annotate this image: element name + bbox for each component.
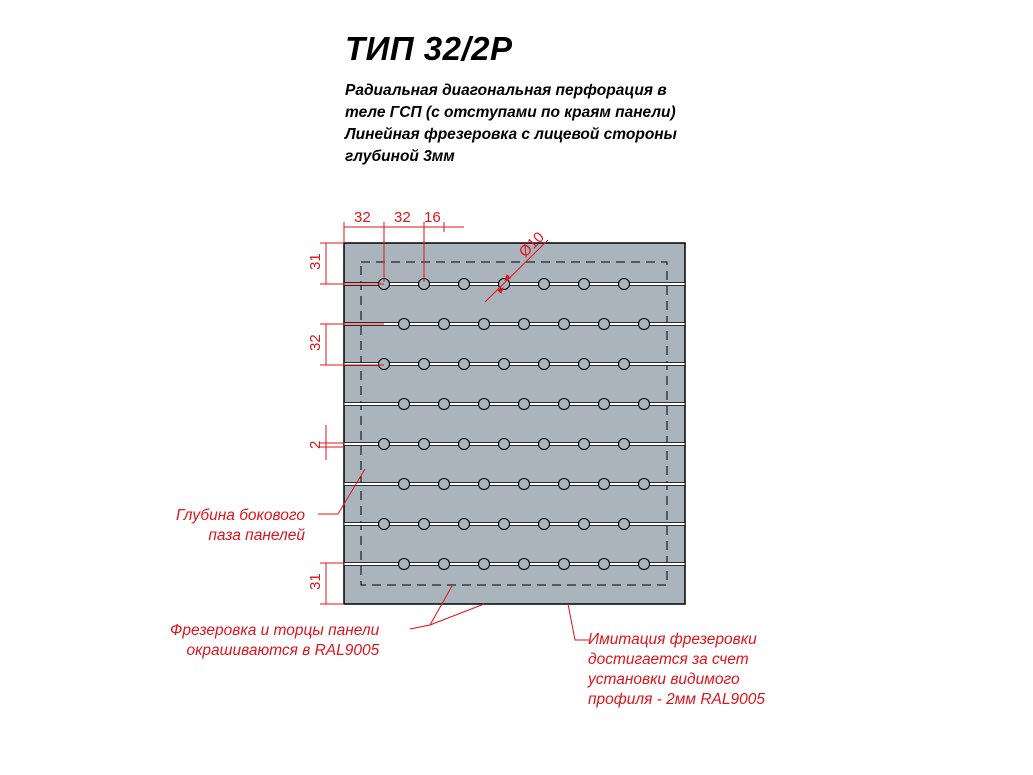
perforation-hole [539,439,550,450]
perforation-hole [459,279,470,290]
description-line: Линейная фрезеровка с лицевой стороны [345,126,677,143]
note-line: профиля - 2мм RAL9005 [588,691,765,708]
side-groove-note [176,506,305,546]
milling-groove [344,283,685,286]
perforation-hole [459,359,470,370]
perforation-hole [499,359,510,370]
perforation-hole [539,279,550,290]
perforation-hole [419,519,430,530]
perforation-hole [419,359,430,370]
perforation-hole [439,479,450,490]
description-line: теле ГСП (с отступами по краям панели) [345,104,676,121]
perforation-hole [399,319,410,330]
perforation-hole [439,319,450,330]
note-line: достигается за счет [588,651,749,668]
perforation-hole [479,479,490,490]
perforation-hole [519,559,530,570]
perforation-hole [539,359,550,370]
perforation-hole [439,399,450,410]
perforation-hole [579,359,590,370]
milling-groove [344,483,685,486]
milling-groove [344,363,685,366]
perforation-hole [639,319,650,330]
panel-body [344,243,685,604]
perforation-hole [399,559,410,570]
perforation-hole [619,519,630,530]
note-line: паза панелей [208,527,305,544]
dimension-label: 32 [394,209,411,226]
perforation-hole [519,399,530,410]
perforation-hole [599,399,610,410]
milling-groove [344,323,685,326]
milling-groove [344,523,685,526]
perforation-hole [499,519,510,530]
note-line: установки видимого [588,671,740,688]
perforation-hole [579,279,590,290]
perforation-hole [619,439,630,450]
milling-groove [344,403,685,406]
milling-groove [344,563,685,566]
imitation-note [588,630,765,710]
perforation-hole [579,439,590,450]
note-line: Имитация фрезеровки [588,631,757,648]
perforation-hole [379,359,390,370]
perforation-hole [399,479,410,490]
dimension-label: 31 [307,253,324,270]
drawing-title: ТИП 32/2Р [345,30,513,67]
perforation-hole [599,479,610,490]
perforation-hole [499,439,510,450]
perforation-hole [619,359,630,370]
perforation-hole [419,439,430,450]
dimension-label: 31 [307,573,324,590]
perforation-hole [639,479,650,490]
note-line: Глубина бокового [176,507,305,524]
perforation-hole [479,559,490,570]
perforation-hole [599,559,610,570]
perforation-hole [599,319,610,330]
dimension-label: 16 [424,209,441,226]
description-line: глубиной 3мм [345,148,455,165]
note-line: Фрезеровка и торцы панели [170,622,380,639]
perforation-hole [559,399,570,410]
description-line: Радиальная диагональная перфорация в [345,82,667,99]
perforation-hole [519,319,530,330]
perforation-hole [459,519,470,530]
perforation-hole [479,399,490,410]
perforation-hole [539,519,550,530]
perforation-hole [579,519,590,530]
dimension-label: 32 [307,334,324,351]
perforation-hole [559,479,570,490]
diameter-label: Ø10 [515,228,548,261]
milling-groove [344,443,685,446]
perforation-hole [379,519,390,530]
perforation-hole [459,439,470,450]
painted-note [170,621,379,661]
dimension-label: 2 [307,440,324,449]
perforation-hole [639,399,650,410]
perforation-hole [439,559,450,570]
note-line: окрашиваются в RAL9005 [186,642,380,659]
perforation-hole [559,559,570,570]
perforation-hole [399,399,410,410]
perforation-hole [379,439,390,450]
perforation-hole [619,279,630,290]
perforation-hole [559,319,570,330]
perforation-hole [519,479,530,490]
perforation-hole [639,559,650,570]
perforation-hole [479,319,490,330]
dimension-label: 32 [354,209,371,226]
